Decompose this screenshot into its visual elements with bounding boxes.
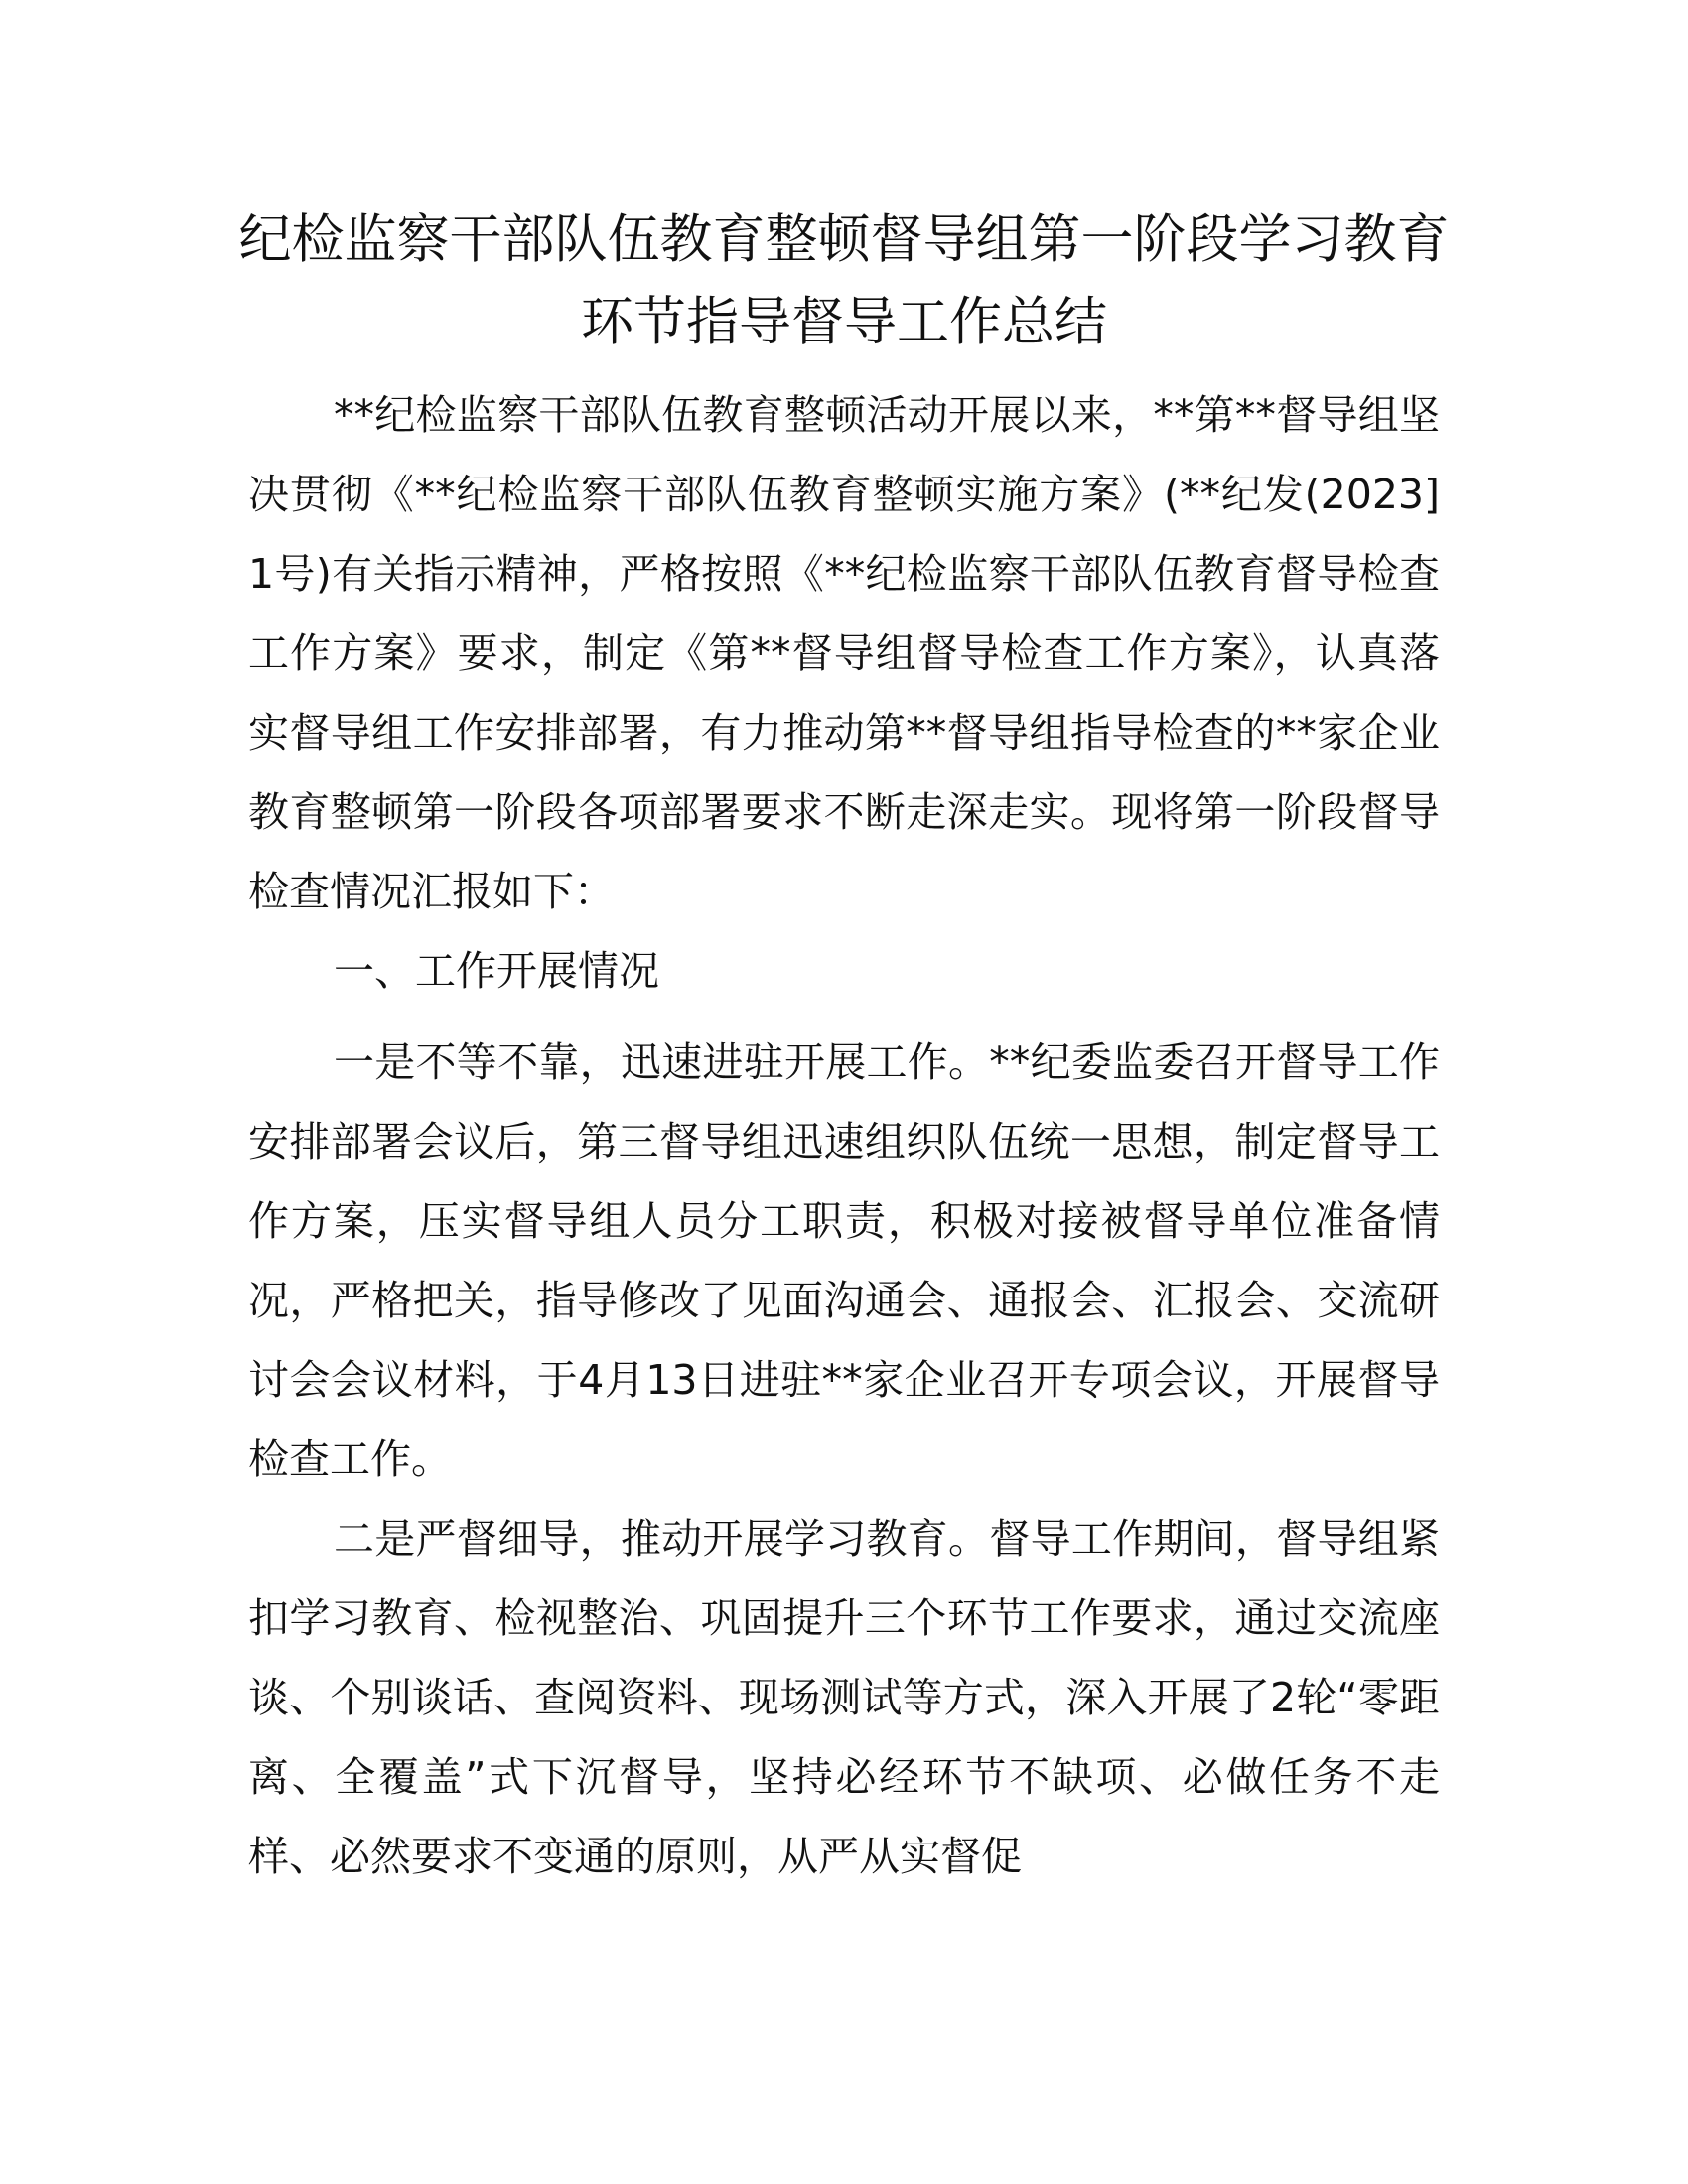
document-title: 纪检监察干部队伍教育整顿督导组第一阶段学习教育环节指导督导工作总结 bbox=[238, 209, 1450, 352]
section-heading: 一、工作开展情况 bbox=[334, 947, 659, 995]
intro-paragraph: **纪检监察干部队伍教育整顿活动开展以来，**第**督导组坚决贯彻《**纪检监察干部队伍教育整顿实施方案》(**纪发(2023]1号)有关指示精神，严格按照《**纪检监察干部队伍教育督导检查工作方案》要求，制定《第**督导组督导检查工作方案》，认真落实督导组工作安排部署，有力推动第**督导组指导检查的**家企业教育整顿第一阶段各项部署要求不断走深走实。现将第一阶段督导检查情况汇报如下： bbox=[248, 391, 1440, 915]
body-paragraph-1: 一是不等不靠，迅速进驻开展工作。**纪委监委召开督导工作安排部署会议后，第三督导组迅速组织队伍统一思想，制定督导工作方案，压实督导组人员分工职责，积极对接被督导单位准备情况，严格把关，指导修改了见面沟通会、通报会、汇报会、交流研讨会会议材料，于4月13日进驻**家企业召开专项会议，开展督导检查工作。 bbox=[248, 1038, 1440, 1483]
body-paragraph-2: 二是严督细导，推动开展学习教育。督导工作期间，督导组紧扣学习教育、检视整治、巩固提升三个环节工作要求，通过交流座谈、个别谈话、查阅资料、现场测试等方式，深入开展了2轮“零距离、全覆盖”式下沉督导，坚持必经环节不缺项、必做任务不走样、必然要求不变通的原则，从严从实督促 bbox=[248, 1515, 1440, 1880]
